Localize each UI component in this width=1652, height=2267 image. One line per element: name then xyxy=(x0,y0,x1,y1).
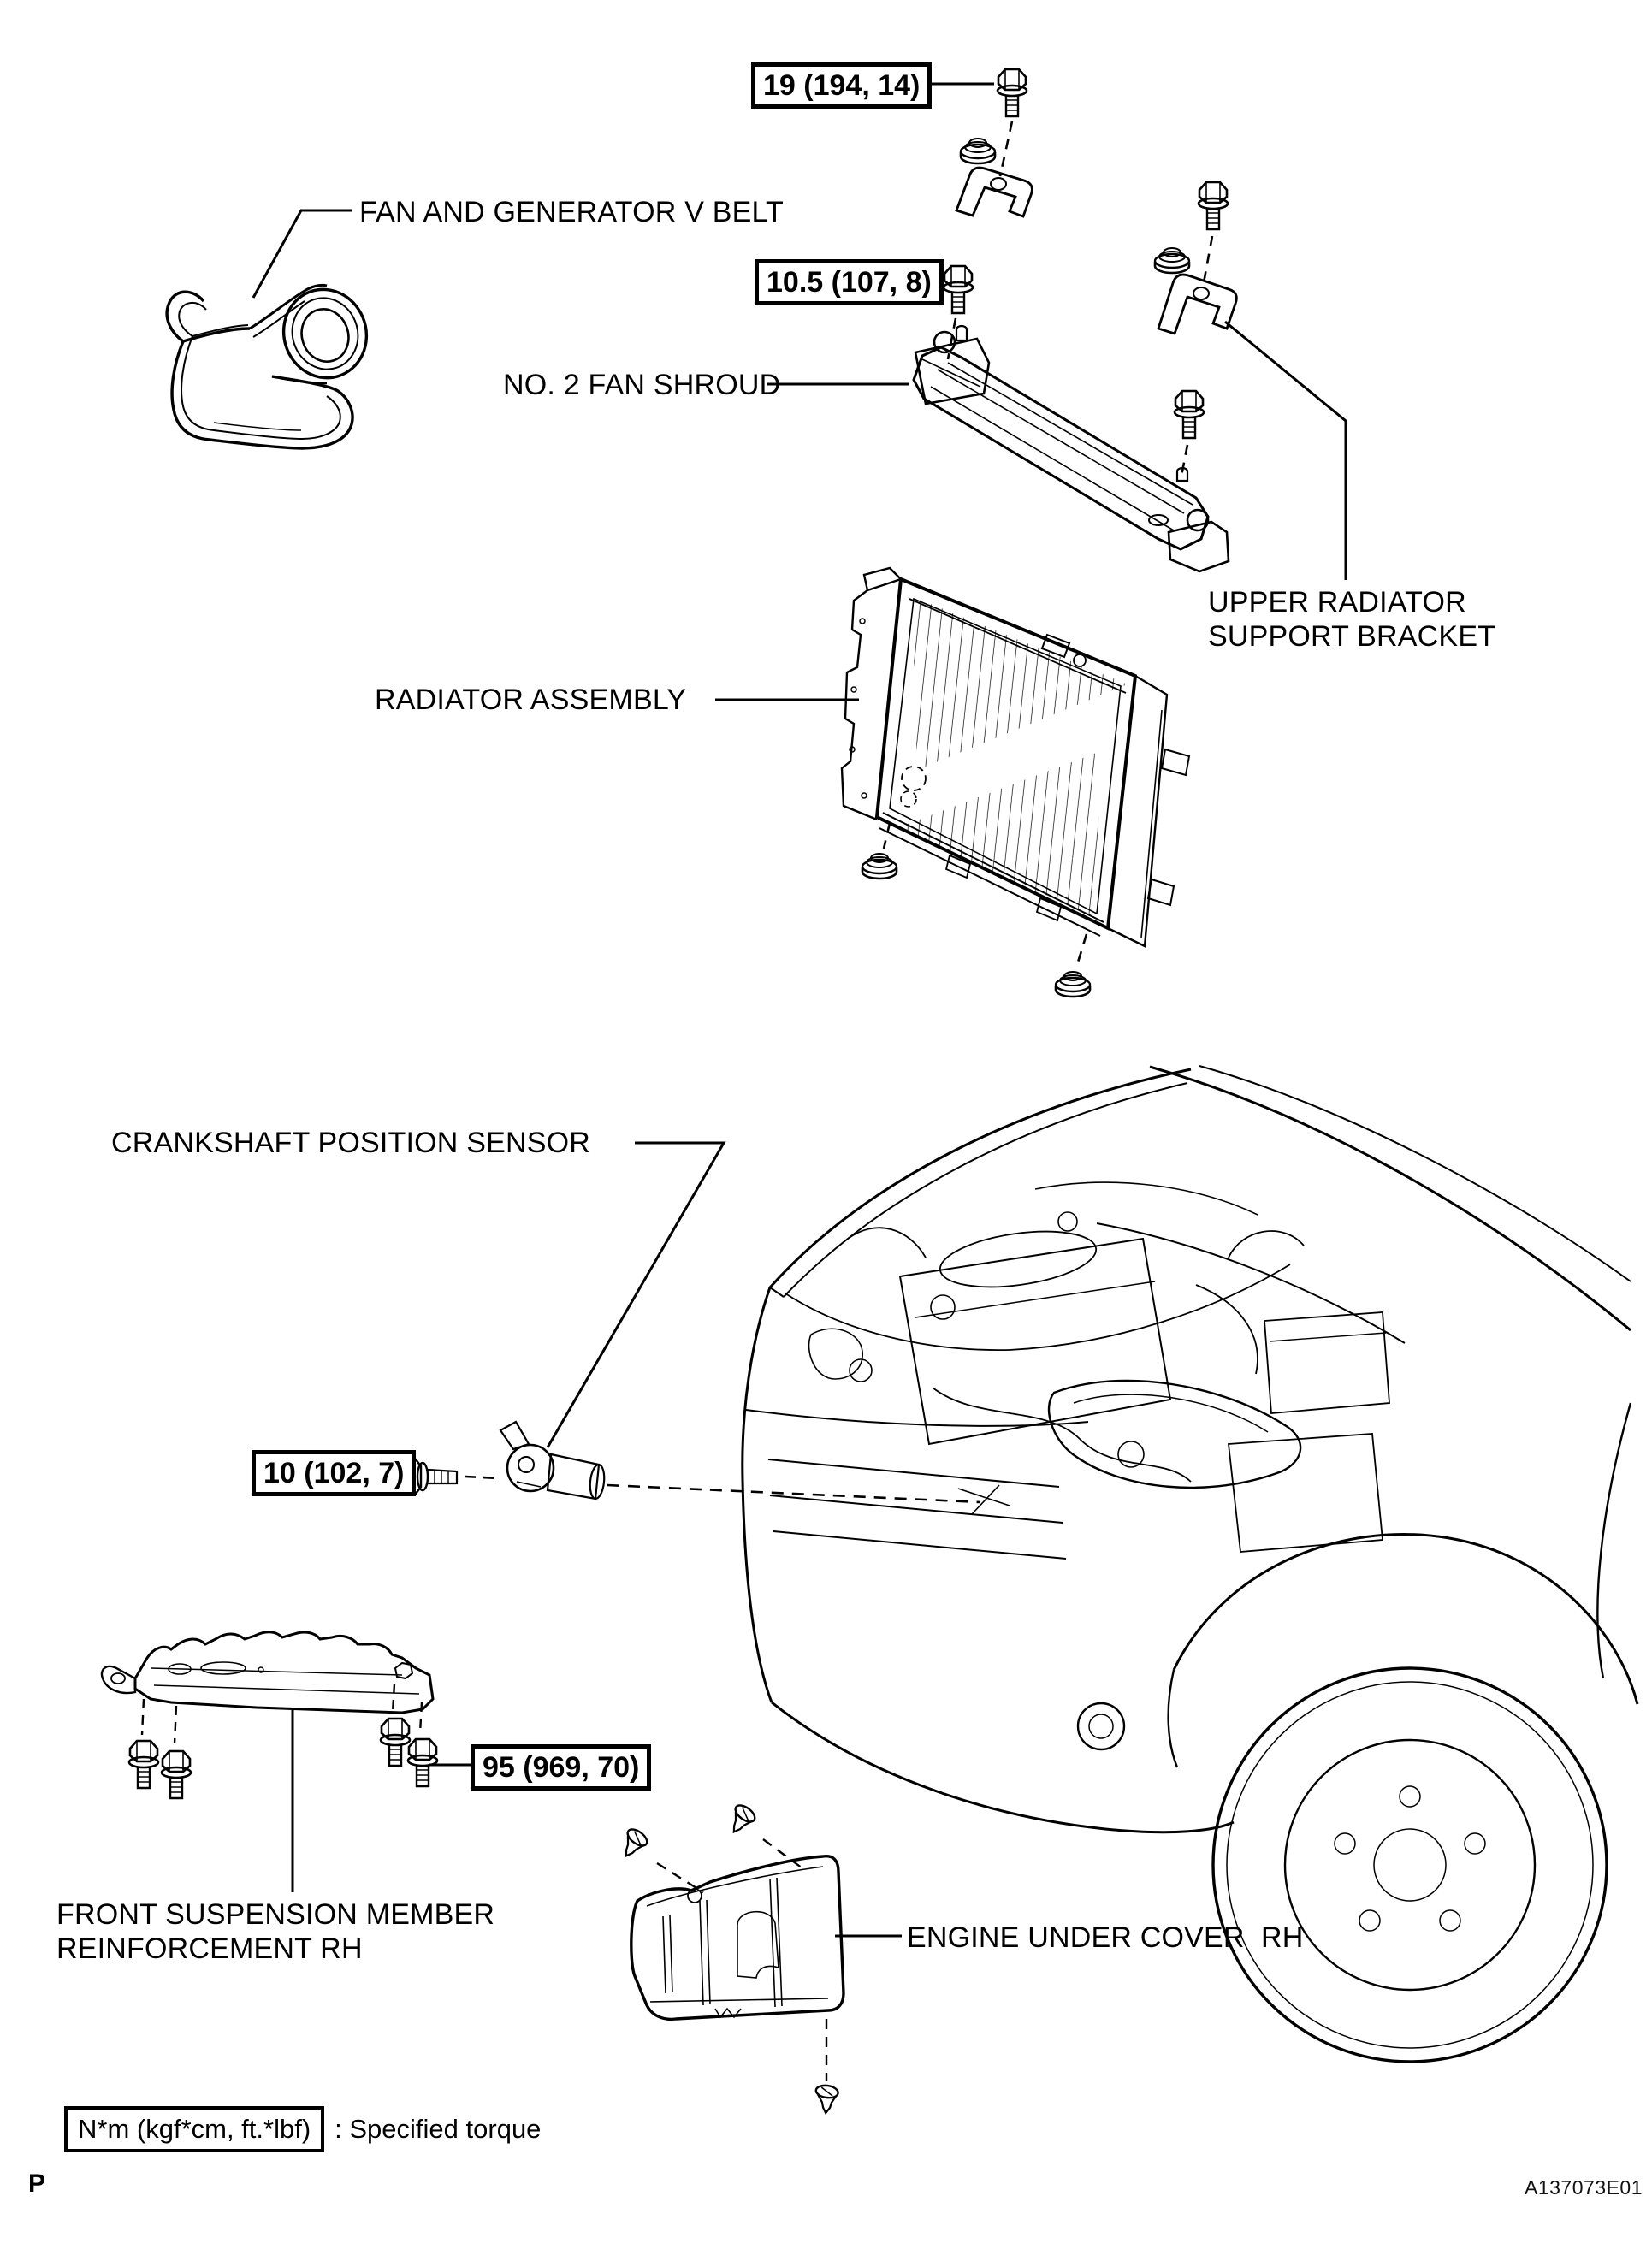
torque-box-shroud-bolt: 10.5 (107, 8) xyxy=(755,259,944,305)
label-crank-sensor: CRANKSHAFT POSITION SENSOR xyxy=(111,1127,590,1159)
label-fan-shroud: NO. 2 FAN SHROUD xyxy=(503,369,781,401)
v-belt-drawing xyxy=(167,279,378,448)
torque-legend xyxy=(64,2106,541,2152)
label-upper-bracket xyxy=(1208,585,1495,654)
vehicle-drawing xyxy=(743,1066,1637,2062)
label-suspension-line1: FRONT SUSPENSION MEMBER xyxy=(56,1898,495,1931)
leader-line xyxy=(548,1143,724,1447)
sensor-body-drawing xyxy=(500,1422,606,1500)
crank-sensor-drawing xyxy=(400,1422,980,1502)
torque-box-suspension-bolt: 95 (969, 70) xyxy=(471,1744,651,1791)
label-suspension-member xyxy=(56,1897,494,1966)
figure-id: A137073E01 xyxy=(1525,2176,1643,2199)
leader-lines xyxy=(253,84,1346,1936)
label-upper-bracket-line2: SUPPORT BRACKET xyxy=(1208,620,1496,653)
legend-description: : Specified torque xyxy=(335,2114,542,2144)
upper-bracket-right-assembly xyxy=(1155,182,1236,334)
radiator-drawing xyxy=(842,568,1189,997)
torque-box-sensor-bolt: 10 (102, 7) xyxy=(252,1450,416,1496)
page-marker: P xyxy=(28,2169,46,2198)
legend-unit-box: N*m (kgf*cm, ft.*lbf) xyxy=(64,2106,324,2152)
label-radiator: RADIATOR ASSEMBLY xyxy=(375,684,687,716)
torque-box-bracket-bolt: 19 (194, 14) xyxy=(751,62,932,109)
label-upper-bracket-line1: UPPER RADIATOR xyxy=(1208,586,1466,619)
label-suspension-line2: REINFORCEMENT RH xyxy=(56,1933,363,1965)
leader-line xyxy=(1225,322,1346,580)
suspension-member-drawing xyxy=(102,1632,437,1798)
leader-line xyxy=(253,210,352,298)
upper-bracket-left-assembly xyxy=(956,69,1032,216)
under-cover-drawing xyxy=(616,1802,844,2115)
label-under-cover: ENGINE UNDER COVER RH xyxy=(907,1921,1304,1954)
label-fan-belt: FAN AND GENERATOR V BELT xyxy=(359,196,785,228)
